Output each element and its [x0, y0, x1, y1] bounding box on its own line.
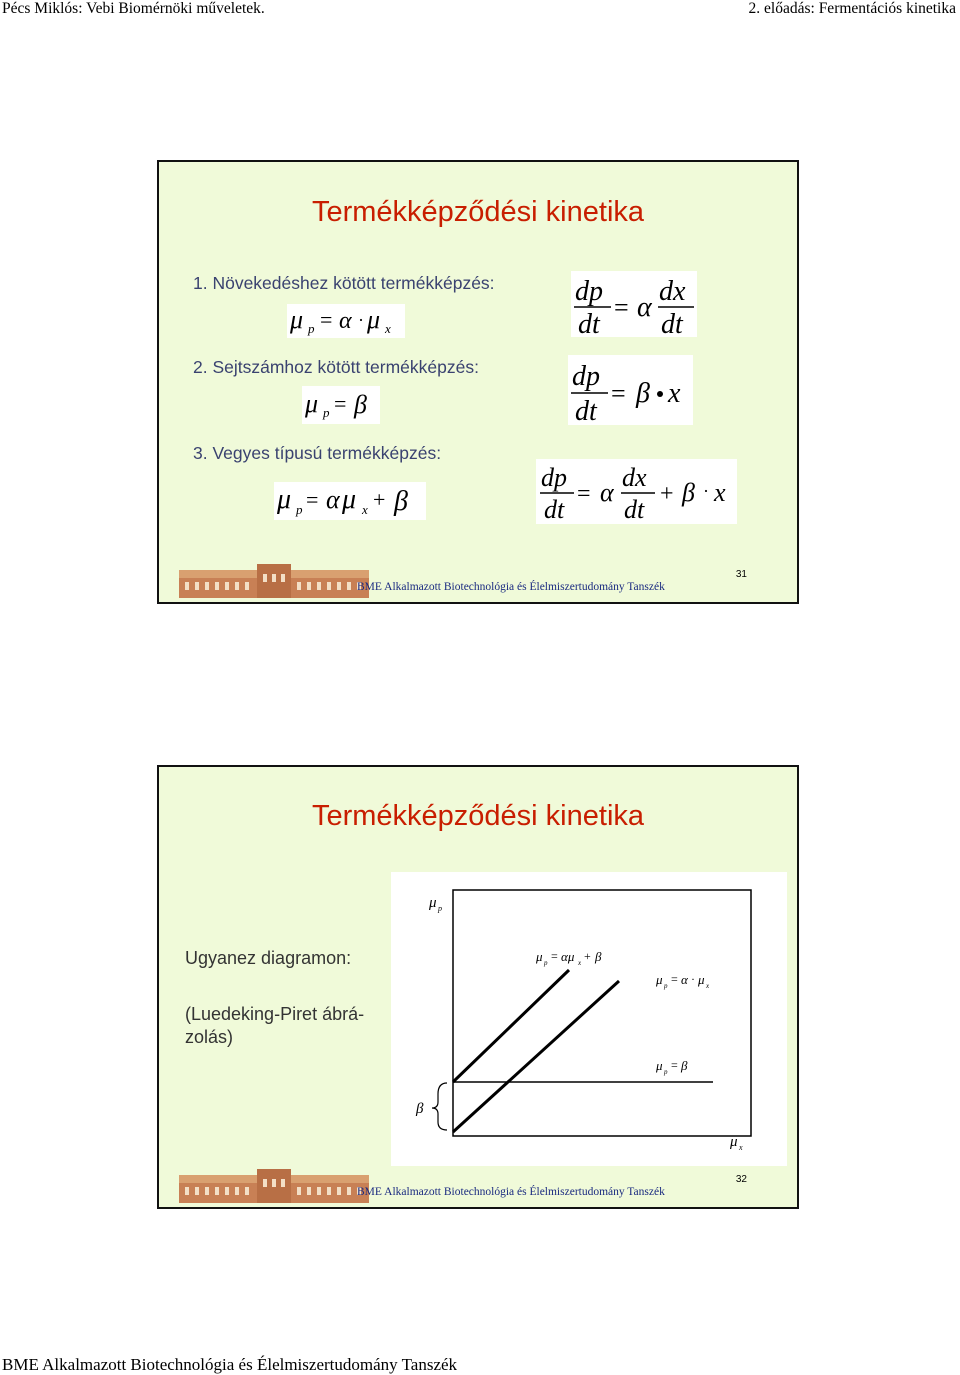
- svg-text:β: β: [416, 1101, 424, 1117]
- svg-text:=: =: [320, 307, 333, 332]
- svg-text:p: p: [544, 959, 548, 967]
- svg-text:p: p: [296, 502, 303, 517]
- svg-text:μ: μ: [730, 1134, 738, 1150]
- svg-text:dt: dt: [575, 396, 597, 425]
- equation-dp-dt-beta-x: [568, 355, 693, 425]
- side-text-diagram: Ugyanez diagramon:: [185, 948, 352, 968]
- svg-text:x: x: [578, 959, 582, 967]
- banner-text: BME Alkalmazott Biotechnológia és Élelmiszertudomány Tanszék: [357, 1186, 665, 1198]
- svg-text:·: ·: [691, 972, 695, 986]
- svg-text:dt: dt: [624, 495, 645, 524]
- svg-text:=: =: [611, 379, 626, 408]
- svg-text:=: =: [551, 949, 558, 963]
- page-footer: BME Alkalmazott Biotechnológia és Élelmiszertudomány Tanszék: [2, 1355, 458, 1374]
- header-left: Pécs Miklós: Vebi Biomérnöki műveletek.: [2, 0, 265, 17]
- banner-text: BME Alkalmazott Biotechnológia és Élelmiszertudomány Tanszék: [357, 581, 665, 593]
- svg-text:dp: dp: [575, 276, 603, 307]
- svg-text:β: β: [636, 378, 650, 409]
- svg-text:dt: dt: [544, 495, 565, 524]
- svg-text:μ: μ: [367, 305, 381, 334]
- slide-title: Termékképződési kinetika: [311, 800, 645, 832]
- slide-title: Termékképződési kinetika: [311, 196, 645, 228]
- header-right: 2. előadás: Fermentációs kinetika: [748, 0, 956, 17]
- svg-text:p: p: [308, 321, 315, 336]
- svg-text:β: β: [682, 478, 695, 507]
- luedeking-piret-diagram: [391, 872, 787, 1166]
- svg-text:α: α: [637, 292, 652, 323]
- svg-text:p: p: [664, 1068, 668, 1076]
- svg-text:=: =: [671, 972, 678, 986]
- svg-text:p: p: [323, 405, 330, 420]
- svg-text:x: x: [706, 982, 710, 990]
- svg-text:α: α: [326, 485, 340, 514]
- svg-text:μ: μ: [536, 949, 543, 964]
- equation-mu-p-alpha-mu-x: [287, 304, 405, 338]
- svg-text:αμ: αμ: [561, 949, 575, 964]
- slide-31: [157, 160, 799, 604]
- svg-text:μ: μ: [305, 389, 319, 418]
- svg-text:α: α: [600, 478, 614, 507]
- svg-text:μ: μ: [277, 484, 292, 515]
- equation-dp-dt-alpha-dx-dt: [571, 271, 697, 337]
- svg-text:·: ·: [358, 310, 364, 330]
- svg-text:·: ·: [703, 481, 709, 501]
- svg-text:x: x: [714, 478, 726, 507]
- svg-text:μ: μ: [656, 972, 663, 987]
- svg-text:β: β: [354, 390, 367, 419]
- side-text-luedeking-piret: (Luedeking-Piret ábrá-: [185, 1004, 365, 1024]
- svg-text:x: x: [739, 1143, 743, 1152]
- svg-text:β: β: [595, 949, 602, 964]
- svg-text:x: x: [362, 502, 368, 517]
- equation-dp-dt-mixed: [536, 459, 737, 524]
- svg-text:μ: μ: [656, 1058, 663, 1073]
- equation-mu-p-alpha-mu-x-plus-beta: [274, 482, 426, 520]
- item-cell-number-associated: 2. Sejtszámhoz kötött termékképzés:: [193, 357, 479, 377]
- svg-text:=: =: [577, 481, 591, 507]
- svg-text:x: x: [668, 378, 681, 409]
- svg-text:p: p: [438, 904, 442, 913]
- page-number: 32: [735, 1174, 747, 1185]
- svg-text:=: =: [334, 391, 347, 416]
- svg-text:dp: dp: [572, 361, 600, 392]
- svg-text:x: x: [385, 321, 391, 336]
- side-text-continued: zolás): [185, 1027, 234, 1047]
- slide-32: [157, 765, 799, 1209]
- svg-text:=: =: [306, 487, 319, 512]
- svg-text:dt: dt: [661, 309, 683, 337]
- svg-text:μ: μ: [429, 895, 437, 911]
- svg-text:μ: μ: [290, 305, 304, 334]
- svg-text:β: β: [394, 486, 408, 517]
- svg-text:=: =: [614, 293, 629, 322]
- equation-mu-p-beta: [302, 386, 380, 424]
- svg-text:dx: dx: [622, 463, 647, 492]
- svg-text:+: +: [660, 481, 674, 507]
- svg-text:α: α: [339, 308, 352, 334]
- svg-text:dt: dt: [578, 309, 600, 337]
- item-growth-associated: 1. Növekedéshez kötött termékképzés:: [193, 273, 495, 293]
- svg-text:p: p: [664, 982, 668, 990]
- svg-text:+: +: [373, 487, 386, 512]
- page-number: 31: [735, 569, 747, 580]
- svg-text:dx: dx: [659, 276, 686, 307]
- svg-text:β: β: [681, 1058, 688, 1073]
- svg-text:dp: dp: [541, 463, 567, 492]
- svg-text:μ: μ: [698, 972, 705, 987]
- item-mixed-type: 3. Vegyes típusú termékképzés:: [193, 443, 442, 463]
- svg-text:α: α: [681, 972, 688, 987]
- svg-text:μ: μ: [342, 484, 357, 515]
- svg-text:+: +: [584, 949, 591, 963]
- svg-text:=: =: [671, 1058, 678, 1072]
